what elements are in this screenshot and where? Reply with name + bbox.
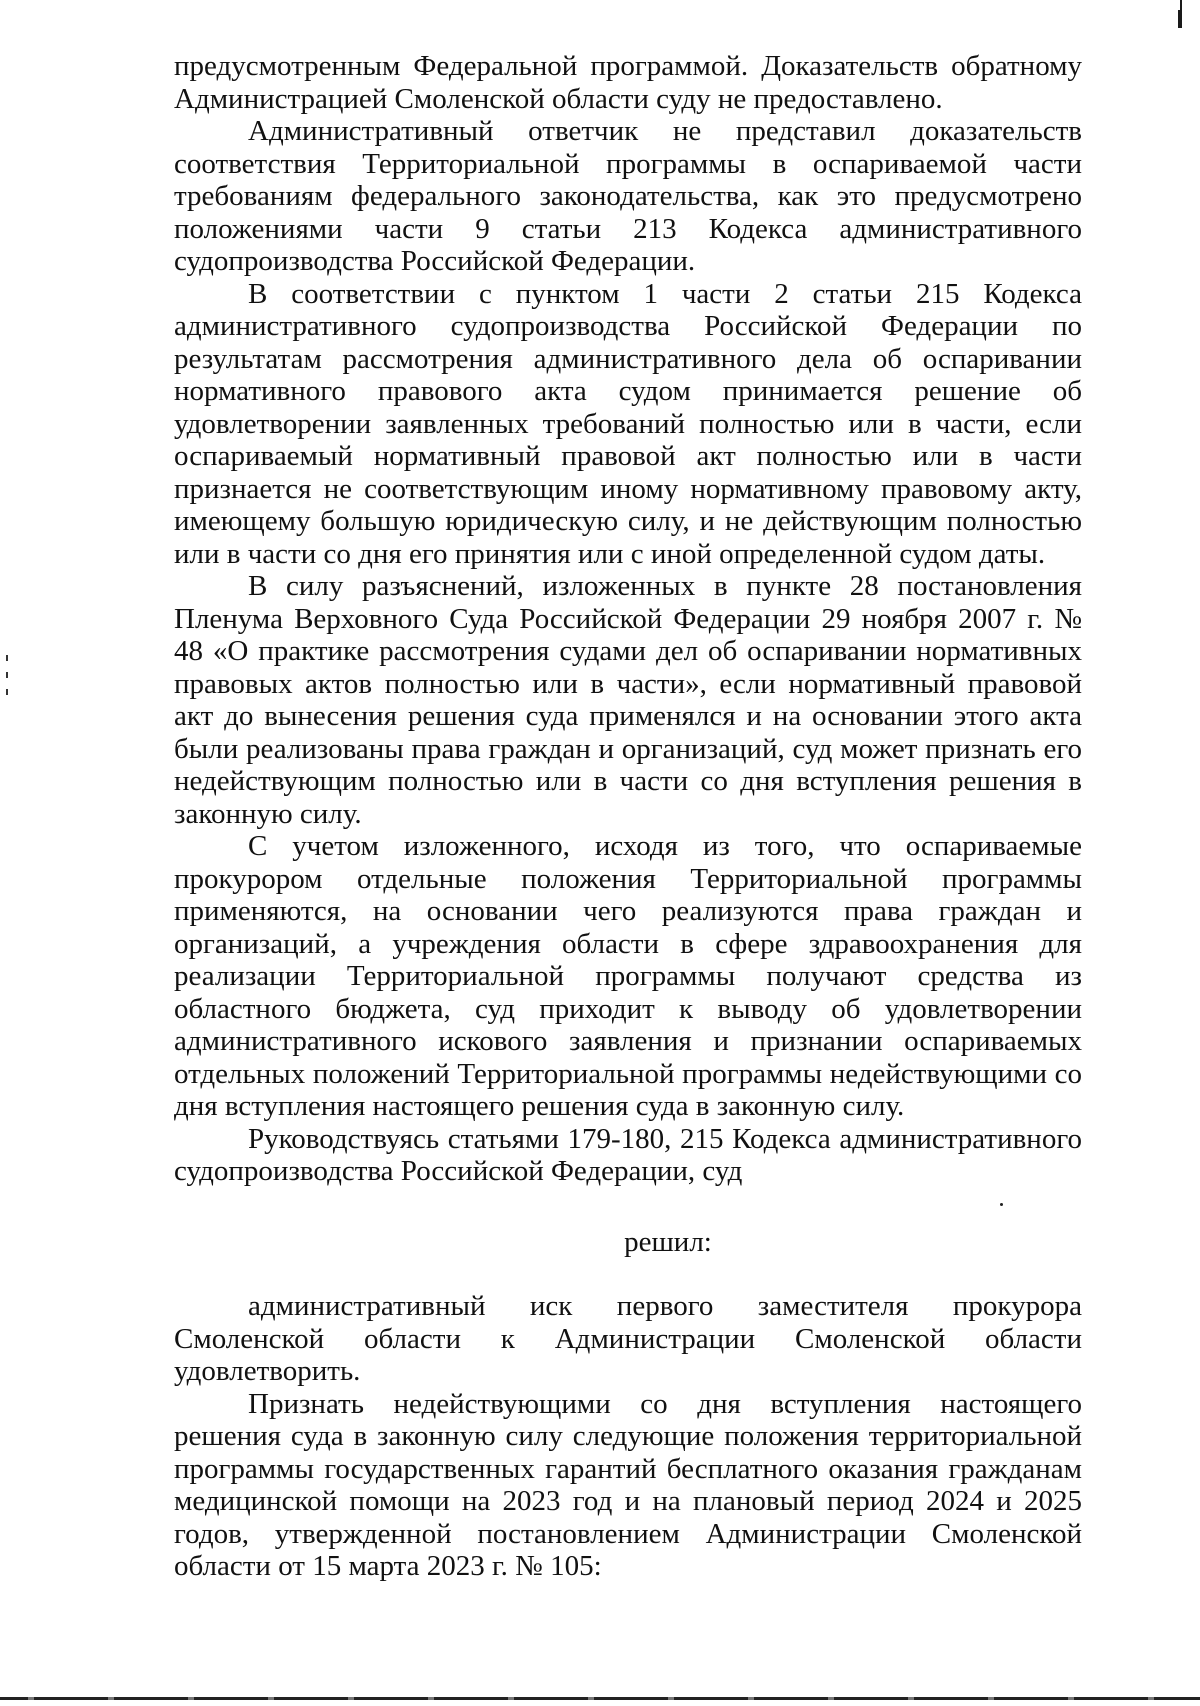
paragraph: Руководствуясь статьями 179-180, 215 Кодекса административного судопроизводства Российской Федерации, суд — [174, 1122, 1082, 1187]
scan-speck — [1000, 1203, 1003, 1206]
paragraph: С учетом изложенного, исходя из того, что оспариваемые прокурором отдельные положения Территориальной программы применяются, на основании чего реализуются права граждан и организаций, а учреждения области в сфере здравоохранения для реализации Территориальной программы получают средства из областного бюджета, суд приходит к выводу об удовлетворении административного искового заявления и признании оспариваемых отдельных положений Территориальной программы недействующими со дня вступления настоящего решения суда в законную силу. — [174, 830, 1082, 1122]
paragraph: предусмотренным Федеральной программой. Доказательств обратному Администрацией Смоленской области суду не предоставлено. — [174, 50, 1082, 115]
scan-edge-mark — [1178, 10, 1182, 28]
scan-bottom-edge — [0, 1697, 1200, 1700]
scan-speck — [6, 672, 8, 678]
scan-speck — [6, 689, 8, 695]
paragraph: В силу разъяснений, изложенных в пункте 28 постановления Пленума Верховного Суда Российской Федерации 29 ноября 2007 г. № 48 «О практике рассмотрения судами дел об оспаривании нормативных правовых актов полностью или в части», если нормативный правовой акт до вынесения решения суда применялся и на основании этого акта были реализованы права граждан и организаций, суд может признать его недействующим полностью или в части со дня вступления решения в законную силу. — [174, 570, 1082, 830]
document-body-top — [174, 50, 1082, 1188]
paragraph: Признать недействующими со дня вступления настоящего решения суда в законную силу следующие положения территориальной программы государственных гарантий бесплатного оказания гражданам медицинской помощи на 2023 год и на плановый период 2024 и 2025 годов, утвержденной постановлением Администрации Смоленской области от 15 марта 2023 г. № 105: — [174, 1387, 1082, 1582]
document-body-bottom — [174, 1290, 1082, 1583]
decision-heading: решил: — [624, 1226, 712, 1258]
paragraph: В соответствии с пунктом 1 части 2 статьи 215 Кодекса административного судопроизводства Российской Федерации по результатам рассмотрения административного дела об оспаривании нормативного правового акта судом принимается решение об удовлетворении заявленных требований полностью или в части, если оспариваемый нормативный правовой акт полностью или в части признается не соответствующим иному нормативному правовому акту, имеющему большую юридическую силу, и не действующим полностью или в части со дня его принятия или с иной определенной судом даты. — [174, 277, 1082, 570]
scan-speck — [6, 655, 8, 661]
scan-edge-mark — [1180, 0, 1182, 10]
paragraph: административный иск первого заместителя прокурора Смоленской области к Администрации Смоленской области удовлетворить. — [174, 1290, 1082, 1387]
paragraph: Административный ответчик не представил доказательств соответствия Территориальной программы в оспариваемой части требованиям федерального законодательства, как это предусмотрено положениями части 9 статьи 213 Кодекса административного судопроизводства Российской Федерации. — [174, 115, 1082, 277]
